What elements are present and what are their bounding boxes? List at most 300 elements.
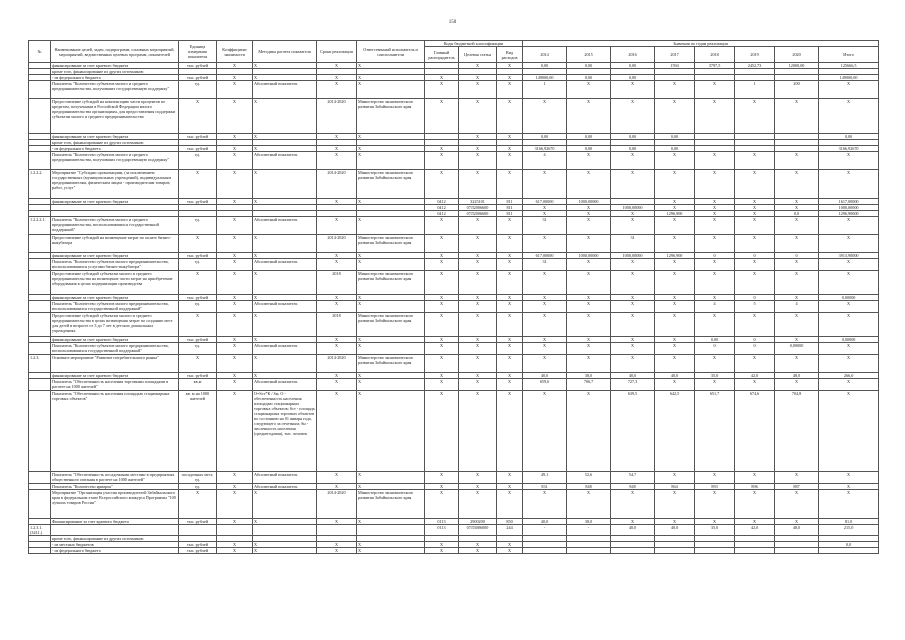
- row-num-cell: [29, 379, 51, 391]
- row-2018-cell: 0: [695, 343, 735, 355]
- row-responsible-cell: Х: [357, 146, 425, 152]
- table-row: [29, 391, 879, 472]
- row-code-kind-cell: Х: [497, 355, 523, 373]
- row-2016-cell: Х: [611, 152, 655, 170]
- row-2020-cell: Х: [775, 271, 819, 295]
- row-method-cell: Абсолютный показатель: [253, 259, 317, 271]
- row-unit-cell: [179, 525, 217, 536]
- row-code-target-cell: 07Л3006000: [459, 525, 497, 536]
- row-2015-cell: Х: [567, 391, 611, 472]
- row-code-kind-cell: Х: [497, 373, 523, 379]
- row-2018-cell: 0,00: [695, 337, 735, 343]
- header-coef: Коэффициент значимости: [217, 41, 253, 63]
- row-total-cell: 215,0: [819, 525, 879, 536]
- row-code-kind-cell: Х: [497, 253, 523, 259]
- row-2019-cell: Х: [735, 170, 775, 199]
- row-method-cell: Абсолютный показатель: [253, 81, 317, 99]
- row-2015-cell: Х: [567, 271, 611, 295]
- header-code-target: Целевая статья: [459, 47, 497, 63]
- row-num-cell: 1.2.3.: [29, 355, 51, 373]
- row-total-cell: Х: [819, 217, 879, 235]
- row-responsible-cell: Х: [357, 343, 425, 355]
- row-2015-cell: 0,00: [567, 75, 611, 81]
- row-term-cell: Х: [317, 472, 357, 484]
- row-coef-cell: Х: [217, 99, 253, 134]
- row-name-cell: финансирование за счет краевого бюджета: [51, 253, 179, 259]
- row-code-target-cell: Х: [459, 170, 497, 199]
- row-2020-cell: Х: [775, 235, 819, 253]
- row-responsible-cell: Министерство экономического развития Забайкальского края: [357, 99, 425, 134]
- row-term-cell: Х: [317, 295, 357, 301]
- row-unit-cell: тыс. рублей: [179, 373, 217, 379]
- row-total-cell: 149000,00: [819, 75, 879, 81]
- row-coef-cell: Х: [217, 235, 253, 253]
- row-code-main-cell: Х: [425, 152, 459, 170]
- row-name-cell: Основное мероприятие "Развитие потребительского рынка": [51, 355, 179, 373]
- row-code-main-cell: Х: [425, 391, 459, 472]
- row-coef-cell: Х: [217, 259, 253, 271]
- row-2019-cell: 0: [735, 253, 775, 259]
- row-name-cell: Предоставление субсидий субъектам малого и среднего предпринимательства в целях возмещения затрат по созданию мест для детей в возрасте от 3 до 7 лет в детских дошкольных учреждениях: [51, 313, 179, 337]
- row-code-main-cell: Х: [425, 301, 459, 313]
- row-responsible-cell: Х: [357, 472, 425, 484]
- row-2018-cell: Х: [695, 379, 735, 391]
- row-term-cell: Х: [317, 152, 357, 170]
- row-term-cell: [317, 525, 357, 536]
- row-term-cell: Х: [317, 199, 357, 205]
- row-responsible-cell: Х: [357, 484, 425, 490]
- row-coef-cell: Х: [217, 199, 253, 205]
- row-code-target-cell: Х: [459, 235, 497, 253]
- row-code-target-cell: Х: [459, 295, 497, 301]
- row-2017-cell: Х: [655, 295, 695, 301]
- row-code-main-cell: Х: [425, 337, 459, 343]
- row-2014-cell: Х: [523, 355, 567, 373]
- row-2018-cell: 893: [695, 484, 735, 490]
- row-2017-cell: 1296,900: [655, 211, 695, 217]
- row-2020-cell: 200: [775, 81, 819, 99]
- row-responsible-cell: Министерство экономического развития Забайкальского края: [357, 271, 425, 295]
- row-2017-cell: Х: [655, 199, 695, 205]
- table-body: [29, 63, 879, 554]
- row-2017-cell: 1296,900: [655, 253, 695, 259]
- row-unit-cell: Х: [179, 235, 217, 253]
- row-responsible-cell: Министерство экономического развития Забайкальского края: [357, 313, 425, 337]
- row-responsible-cell: Х: [357, 199, 425, 205]
- row-code-kind-cell: Х: [497, 313, 523, 337]
- row-2020-cell: 48,0: [775, 373, 819, 379]
- row-method-cell: Х: [253, 313, 317, 337]
- row-coef-cell: Х: [217, 217, 253, 235]
- row-code-main-cell: Х: [425, 271, 459, 295]
- row-2015-cell: Х: [567, 490, 611, 519]
- row-code-kind-cell: Х: [497, 170, 523, 199]
- row-code-target-cell: Х: [459, 63, 497, 69]
- table-row: [29, 81, 879, 99]
- row-unit-cell: посадочных мест, ед.: [179, 472, 217, 484]
- row-name-cell: Предоставление субсидий на возмещение затрат по оплате бизнес-инкубатора: [51, 235, 179, 253]
- row-2015-cell: 706,7: [567, 379, 611, 391]
- header-year-2014: 2014: [523, 47, 567, 63]
- row-2014-cell: 4: [523, 152, 567, 170]
- row-coef-cell: Х: [217, 373, 253, 379]
- row-method-cell: Х: [253, 199, 317, 205]
- row-code-main-cell: Х: [425, 146, 459, 152]
- row-unit-cell: тыс. рублей: [179, 253, 217, 259]
- row-total-cell: 266,0: [819, 373, 879, 379]
- row-name-cell: Показатель "Обеспеченность посадочными местами в предприятиях общественного питания в расчете на 1000 жителей": [51, 472, 179, 484]
- row-method-cell: Х: [253, 542, 317, 548]
- row-unit-cell: Х: [179, 490, 217, 519]
- row-name-cell: [51, 525, 179, 536]
- row-num-cell: [29, 99, 51, 134]
- row-total-cell: Х: [819, 271, 879, 295]
- row-term-cell: 2014-2020: [317, 355, 357, 373]
- row-2015-cell: Х: [567, 211, 611, 217]
- row-2020-cell: Х: [775, 217, 819, 235]
- row-2017-cell: Х: [655, 99, 695, 134]
- row-2018-cell: Х: [695, 472, 735, 484]
- table-row: [29, 152, 879, 170]
- row-2015-cell: Х: [567, 301, 611, 313]
- row-method-cell: Х: [253, 63, 317, 69]
- row-2014-cell: 1: [523, 81, 567, 99]
- row-2020-cell: 4: [775, 301, 819, 313]
- row-coef-cell: Х: [217, 301, 253, 313]
- header-num: №: [29, 41, 51, 63]
- row-total-cell: 1000,00000: [819, 205, 879, 211]
- row-2014-cell: 49,1: [523, 472, 567, 484]
- table-row: [29, 259, 879, 271]
- row-2017-cell: Х: [655, 235, 695, 253]
- row-2014-cell: Х: [523, 391, 567, 472]
- row-unit-cell: Х: [179, 170, 217, 199]
- row-num-cell: [29, 343, 51, 355]
- row-total-cell: 81,0: [819, 519, 879, 525]
- row-2015-cell: -: [567, 525, 611, 536]
- row-code-target-cell: Х: [459, 542, 497, 548]
- row-2015-cell: Х: [567, 355, 611, 373]
- row-coef-cell: Х: [217, 63, 253, 69]
- row-2020-cell: Х: [775, 472, 819, 484]
- row-term-cell: Х: [317, 542, 357, 548]
- row-code-main-cell: Х: [425, 379, 459, 391]
- row-unit-cell: ед.: [179, 484, 217, 490]
- row-name-cell: финансирование за счет краевого бюджета: [51, 295, 179, 301]
- row-method-cell: Абсолютный показатель: [253, 472, 317, 484]
- row-unit-cell: ед.: [179, 81, 217, 99]
- row-total-cell: Х: [819, 472, 879, 484]
- row-2017-cell: Х: [655, 343, 695, 355]
- header-term: Сроки реализации: [317, 41, 357, 63]
- row-method-cell: Абсолютный показатель: [253, 301, 317, 313]
- row-code-kind-cell: Х: [497, 259, 523, 271]
- row-2016-cell: 0,00: [611, 63, 655, 69]
- row-code-main-cell: 0412: [425, 199, 459, 205]
- row-total-cell: Х: [819, 81, 879, 99]
- row-method-cell: Х: [253, 235, 317, 253]
- row-2019-cell: Х: [735, 313, 775, 337]
- row-code-main-cell: Х: [425, 253, 459, 259]
- row-term-cell: Х: [317, 548, 357, 554]
- header-years-title: Значения по годам реализации: [523, 41, 879, 47]
- row-2020-cell: Х: [775, 295, 819, 301]
- row-2014-cell: Х: [523, 295, 567, 301]
- row-name-cell: финансирование за счет краевого бюджета: [51, 337, 179, 343]
- row-unit-cell: тыс. рублей: [179, 337, 217, 343]
- row-2016-cell: Х: [611, 211, 655, 217]
- header-year-2015: 2015: [567, 47, 611, 63]
- row-2014-cell: Х: [523, 313, 567, 337]
- row-2017-cell: Х: [655, 490, 695, 519]
- row-code-target-cell: Х: [459, 343, 497, 355]
- row-method-cell: Х: [253, 548, 317, 554]
- row-2018-cell: [695, 548, 735, 554]
- row-total-cell: 0,00: [819, 134, 879, 140]
- row-total-cell: Х: [819, 152, 879, 170]
- row-2020-cell: Х: [775, 152, 819, 170]
- row-2019-cell: 5: [735, 301, 775, 313]
- row-code-target-cell: Х: [459, 313, 497, 337]
- row-2014-cell: -: [523, 525, 567, 536]
- row-2017-cell: Х: [655, 355, 695, 373]
- row-2020-cell: [775, 548, 819, 554]
- row-code-kind-cell: 244: [497, 525, 523, 536]
- row-code-kind-cell: Х: [497, 301, 523, 313]
- row-coef-cell: Х: [217, 170, 253, 199]
- row-2014-cell: [523, 548, 567, 554]
- row-2017-cell: Х: [655, 217, 695, 235]
- row-2016-cell: 54,7: [611, 472, 655, 484]
- row-code-target-cell: Х: [459, 301, 497, 313]
- row-name-cell: Предоставление субсидий на компенсацию части процентов по кредитам, полученным в Российской Федерации малого предпринимательства организациям, для предоставления поддержки субъектам малого и среднего предпринимательства: [51, 99, 179, 134]
- row-term-cell: Х: [317, 81, 357, 99]
- header-budget-codes: Коды бюджетной классификации: [425, 41, 523, 47]
- row-2014-cell: 659,6: [523, 379, 567, 391]
- table-row: [29, 355, 879, 373]
- row-code-main-cell: Х: [425, 99, 459, 134]
- row-2018-cell: Х: [695, 235, 735, 253]
- row-2016-cell: Х: [611, 301, 655, 313]
- row-2019-cell: Х: [735, 259, 775, 271]
- row-2016-cell: Х: [611, 343, 655, 355]
- row-code-target-cell: 07Л2006600: [459, 205, 497, 211]
- row-2015-cell: 0,00: [567, 146, 611, 152]
- row-unit-cell: Х: [179, 313, 217, 337]
- table-row: [29, 343, 879, 355]
- row-num-cell: [29, 271, 51, 295]
- row-code-target-cell: Х: [459, 152, 497, 170]
- row-2019-cell: Х: [735, 235, 775, 253]
- row-2015-cell: 1000,00000: [567, 199, 611, 205]
- table-row: [29, 235, 879, 253]
- row-code-main-cell: Х: [425, 472, 459, 484]
- row-unit-cell: ед.: [179, 152, 217, 170]
- row-2017-cell: Х: [655, 152, 695, 170]
- row-2015-cell: 38,0: [567, 519, 611, 525]
- row-2016-cell: 31: [611, 235, 655, 253]
- row-name-cell: Показатель "Количество субъектов малого предпринимательства, воспользовавшихся услугами бизнес-инкубатора": [51, 259, 179, 271]
- row-unit-cell: кв. м на 1000 жителей: [179, 391, 217, 472]
- row-2015-cell: Х: [567, 235, 611, 253]
- row-2017-cell: 0,00: [655, 146, 695, 152]
- row-2018-cell: Х: [695, 259, 735, 271]
- row-2016-cell: Х: [611, 271, 655, 295]
- row-coef-cell: Х: [217, 253, 253, 259]
- row-2019-cell: 674,6: [735, 391, 775, 472]
- row-name-cell: - из федерального бюджета: [51, 146, 179, 152]
- row-2020-cell: Х: [775, 170, 819, 199]
- row-method-cell: Абсолютный показатель: [253, 152, 317, 170]
- row-2015-cell: Х: [567, 313, 611, 337]
- row-name-cell: кроме того, финансирование из других источников:: [51, 69, 179, 75]
- row-method-cell: Х: [253, 295, 317, 301]
- table-row: [29, 379, 879, 391]
- row-2019-cell: Х: [735, 152, 775, 170]
- row-2018-cell: 35,0: [695, 373, 735, 379]
- row-term-cell: Х: [317, 484, 357, 490]
- row-code-kind-cell: Х: [497, 472, 523, 484]
- row-code-kind-cell: Х: [497, 235, 523, 253]
- row-unit-cell: ед.: [179, 301, 217, 313]
- row-2014-cell: Х: [523, 337, 567, 343]
- row-code-target-cell: Х: [459, 484, 497, 490]
- row-name-cell: Показатель "Количество субъектов малого и среднего предпринимательства, получивших государственную поддержку": [51, 81, 179, 99]
- row-2016-cell: Х: [611, 170, 655, 199]
- header-total: Итого: [819, 47, 879, 63]
- row-code-main-cell: Х: [425, 259, 459, 271]
- row-2014-cell: 31: [523, 259, 567, 271]
- row-code-kind-cell: Х: [497, 217, 523, 235]
- row-2017-cell: 0,00: [655, 134, 695, 140]
- row-num-cell: [29, 301, 51, 313]
- row-method-cell: Абсолютный показатель: [253, 217, 317, 235]
- row-2018-cell: Х: [695, 313, 735, 337]
- row-responsible-cell: Х: [357, 379, 425, 391]
- row-code-main-cell: Х: [425, 343, 459, 355]
- row-code-target-cell: Х: [459, 271, 497, 295]
- row-2020-cell: 0,00000: [775, 343, 819, 355]
- row-responsible-cell: Х: [357, 373, 425, 379]
- row-term-cell: Х: [317, 391, 357, 472]
- row-coef-cell: Х: [217, 337, 253, 343]
- row-code-target-cell: 07Л2006600: [459, 211, 497, 217]
- row-2019-cell: Х: [735, 519, 775, 525]
- row-2014-cell: Х: [523, 271, 567, 295]
- row-responsible-cell: Х: [357, 217, 425, 235]
- table-row: [29, 525, 879, 536]
- row-code-kind-cell: 811: [497, 205, 523, 211]
- row-code-kind-cell: Х: [497, 152, 523, 170]
- row-method-cell: Х: [253, 99, 317, 134]
- row-coef-cell: Х: [217, 548, 253, 554]
- row-2018-cell: Х: [695, 205, 735, 211]
- row-term-cell: 2018: [317, 271, 357, 295]
- row-2016-cell: Х: [611, 99, 655, 134]
- table-row: [29, 99, 879, 134]
- row-2017-cell: Х: [655, 259, 695, 271]
- row-term-cell: Х: [317, 259, 357, 271]
- row-total-cell: Х: [819, 490, 879, 519]
- row-2018-cell: Х: [695, 152, 735, 170]
- row-2014-cell: 0,00: [523, 63, 567, 69]
- row-num-cell: [29, 259, 51, 271]
- row-name-cell: кроме того, финансирование из других источников:: [51, 140, 179, 146]
- table-row: [29, 170, 879, 199]
- row-2015-cell: Х: [567, 152, 611, 170]
- row-method-cell: Х: [253, 519, 317, 525]
- row-total-cell: 125666,5: [819, 63, 879, 69]
- row-code-target-cell: Х: [459, 490, 497, 519]
- row-2014-cell: Х: [523, 301, 567, 313]
- row-code-main-cell: 0113: [425, 519, 459, 525]
- row-2017-cell: Х: [655, 379, 695, 391]
- row-code-kind-cell: Х: [497, 379, 523, 391]
- row-unit-cell: тыс. рублей: [179, 75, 217, 81]
- row-name-cell: финансирование за счет краевого бюджета: [51, 63, 179, 69]
- row-2015-cell: Х: [567, 99, 611, 134]
- row-responsible-cell: Х: [357, 152, 425, 170]
- row-num-cell: 1.2.2.2.1.: [29, 217, 51, 235]
- row-responsible-cell: [357, 525, 425, 536]
- row-responsible-cell: Х: [357, 542, 425, 548]
- row-2019-cell: Х: [735, 99, 775, 134]
- row-code-kind-cell: Х: [497, 548, 523, 554]
- row-method-cell: Х: [253, 490, 317, 519]
- row-2016-cell: 0,00: [611, 134, 655, 140]
- row-2015-cell: 52,6: [567, 472, 611, 484]
- row-2020-cell: 0: [775, 253, 819, 259]
- row-2016-cell: Х: [611, 355, 655, 373]
- row-2019-cell: Х: [735, 472, 775, 484]
- row-code-kind-cell: Х: [497, 484, 523, 490]
- row-method-cell: Х: [253, 337, 317, 343]
- row-code-target-cell: Х: [459, 146, 497, 152]
- row-term-cell: Х: [317, 337, 357, 343]
- row-name-cell: Предоставление субсидий субъектам малого и среднего предпринимательства на возмещение части затрат на приобретение оборудования в целях модернизации производства: [51, 271, 179, 295]
- row-code-main-cell: Х: [425, 295, 459, 301]
- row-code-main-cell: Х: [425, 81, 459, 99]
- header-name: Наименование целей, задач, подпрограмм, основных мероприятий, мероприятий, ведомственных целевых программ, показателей: [51, 41, 179, 63]
- row-code-kind-cell: Х: [497, 75, 523, 81]
- row-2019-cell: [735, 548, 775, 554]
- header-year-2020: 2020: [775, 47, 819, 63]
- row-total-cell: 0,00000: [819, 337, 879, 343]
- row-2018-cell: 0: [695, 253, 735, 259]
- row-2019-cell: 42,0: [735, 373, 775, 379]
- row-code-target-cell: Х: [459, 81, 497, 99]
- row-2017-cell: Х: [655, 271, 695, 295]
- row-name-cell: Показатель "Количество субъектов малого и среднего предпринимательства, воспользовавшихся государственной поддержкой": [51, 217, 179, 235]
- row-2020-cell: Х: [775, 259, 819, 271]
- row-2015-cell: [567, 548, 611, 554]
- row-2017-cell: Х: [655, 313, 695, 337]
- row-code-target-cell: Х: [459, 75, 497, 81]
- row-code-main-cell: Х: [425, 355, 459, 373]
- row-code-main-cell: Х: [425, 75, 459, 81]
- row-name-cell: - из федерального бюджета: [51, 548, 179, 554]
- row-num-cell: [29, 472, 51, 484]
- table-row: [29, 301, 879, 313]
- row-code-main-cell: Х: [425, 170, 459, 199]
- row-coef-cell: Х: [217, 379, 253, 391]
- row-responsible-cell: Министерство экономического развития Забайкальского края: [357, 490, 425, 519]
- row-total-cell: 0,00000: [819, 295, 879, 301]
- row-coef-cell: Х: [217, 519, 253, 525]
- row-2015-cell: Х: [567, 295, 611, 301]
- row-term-cell: Х: [317, 75, 357, 81]
- row-coef-cell: Х: [217, 490, 253, 519]
